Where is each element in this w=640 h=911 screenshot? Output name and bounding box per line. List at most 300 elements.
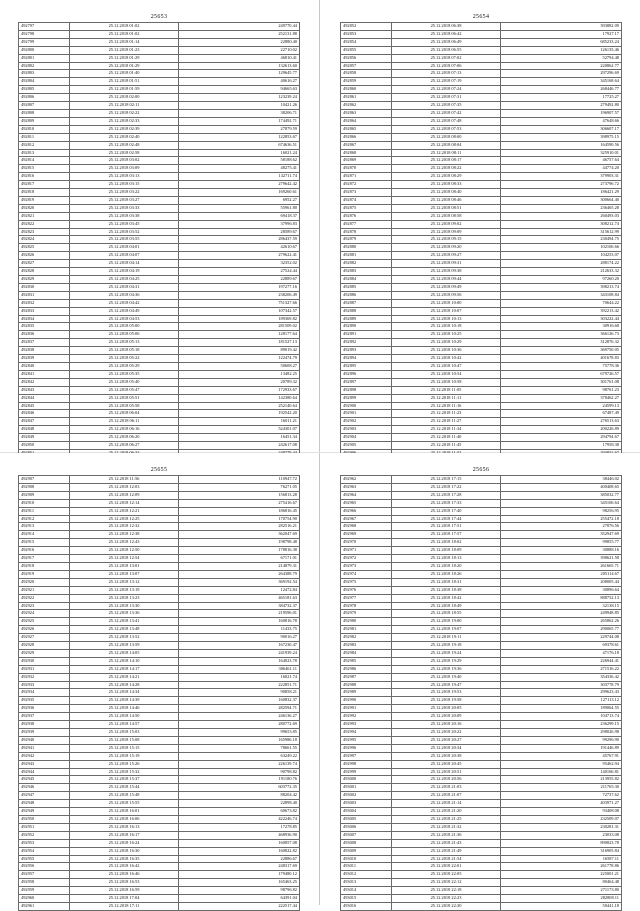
table-row bbox=[19, 125, 300, 133]
record-id-cell: 492925 bbox=[19, 618, 70, 626]
timestamp-cell: 25.12.2018 05:47 bbox=[70, 386, 179, 394]
table-row bbox=[341, 402, 622, 410]
table-row bbox=[19, 410, 300, 418]
table-row bbox=[341, 331, 622, 339]
table-row bbox=[341, 476, 622, 484]
timestamp-cell: 25.12.2018 13:07 bbox=[70, 570, 179, 578]
amount-cell: 271516.22 bbox=[501, 665, 622, 673]
amount-cell: 286437.59 bbox=[179, 236, 300, 244]
record-id-cell: 492978 bbox=[341, 602, 392, 610]
record-id-cell: 492810 bbox=[19, 125, 70, 133]
table-row bbox=[341, 426, 622, 434]
timestamp-cell: 25.12.2018 14:46 bbox=[70, 705, 179, 713]
record-id-cell: 492892 bbox=[341, 339, 392, 347]
table-row bbox=[341, 442, 622, 450]
record-id-cell: 492908 bbox=[19, 483, 70, 491]
timestamp-cell: 25.12.2018 21:49 bbox=[392, 847, 501, 855]
table-row bbox=[19, 315, 300, 323]
timestamp-cell: 25.12.2018 15:03 bbox=[70, 729, 179, 737]
record-id-cell: 492922 bbox=[19, 594, 70, 602]
record-id-cell: 492881 bbox=[341, 252, 392, 260]
record-id-cell: 492973 bbox=[341, 562, 392, 570]
table-row bbox=[341, 839, 622, 847]
amount-cell: 249948.85 bbox=[501, 610, 622, 618]
record-id-cell: 492830 bbox=[19, 283, 70, 291]
timestamp-cell: 25.12.2018 11:05 bbox=[392, 386, 501, 394]
amount-cell: 392213.42 bbox=[501, 307, 622, 315]
amount-cell: 27879.59 bbox=[179, 125, 300, 133]
timestamp-cell: 25.12.2018 03:27 bbox=[70, 196, 179, 204]
amount-cell: 264388.79 bbox=[179, 570, 300, 578]
table-row bbox=[341, 196, 622, 204]
amount-cell: 98796.82 bbox=[179, 887, 300, 895]
amount-cell: 50441.18 bbox=[501, 902, 622, 910]
record-id-cell: 492808 bbox=[19, 109, 70, 117]
timestamp-cell: 25.12.2018 19:29 bbox=[392, 657, 501, 665]
record-id-cell: 492994 bbox=[341, 729, 392, 737]
record-id-cell: 492989 bbox=[341, 689, 392, 697]
timestamp-cell: 25.12.2018 12:32 bbox=[70, 523, 179, 531]
table-row bbox=[341, 362, 622, 370]
table-row bbox=[19, 483, 300, 491]
table-row bbox=[19, 586, 300, 594]
timestamp-cell: 25.12.2018 12:21 bbox=[70, 507, 179, 515]
amount-cell: 279492.80 bbox=[501, 102, 622, 110]
table-row bbox=[19, 895, 300, 903]
timestamp-cell: 25.12.2018 22:23 bbox=[392, 895, 501, 903]
record-id-cell: 492964 bbox=[341, 491, 392, 499]
timestamp-cell: 25.12.2018 18:49 bbox=[392, 602, 501, 610]
timestamp-cell: 25.12.2018 22:01 bbox=[392, 863, 501, 871]
table-row bbox=[19, 618, 300, 626]
table-row bbox=[19, 38, 300, 46]
record-id-cell: 492986 bbox=[341, 665, 392, 673]
record-id-cell: 492883 bbox=[341, 268, 392, 276]
amount-cell: 46810.41 bbox=[179, 54, 300, 62]
amount-cell: 30888.16 bbox=[501, 547, 622, 555]
record-id-cell: 492935 bbox=[19, 697, 70, 705]
table-row bbox=[341, 681, 622, 689]
amount-cell: 316905.84 bbox=[501, 847, 622, 855]
table-row bbox=[19, 634, 300, 642]
timestamp-cell: 25.12.2018 02:40 bbox=[70, 133, 179, 141]
amount-cell: 165986.18 bbox=[179, 736, 300, 744]
timestamp-cell: 25.12.2018 11:27 bbox=[392, 418, 501, 426]
record-id-cell: 492832 bbox=[19, 299, 70, 307]
table-row bbox=[341, 394, 622, 402]
table-row bbox=[19, 157, 300, 165]
record-id-cell: 492917 bbox=[19, 555, 70, 563]
amount-cell: 172933.67 bbox=[179, 386, 300, 394]
amount-cell: 178816.38 bbox=[179, 547, 300, 555]
table-row bbox=[341, 86, 622, 94]
record-id-cell: 492969 bbox=[341, 531, 392, 539]
table-row bbox=[341, 252, 622, 260]
table-row bbox=[341, 268, 622, 276]
timestamp-cell: 25.12.2018 04:14 bbox=[70, 260, 179, 268]
amount-cell: 17725.27 bbox=[501, 94, 622, 102]
amount-cell: 90016.27 bbox=[179, 634, 300, 642]
table-row bbox=[341, 38, 622, 46]
amount-cell: 401678.83 bbox=[501, 355, 622, 363]
amount-cell: 226944.41 bbox=[501, 657, 622, 665]
amount-cell: 104253.07 bbox=[501, 252, 622, 260]
table-row bbox=[19, 378, 300, 386]
timestamp-cell: 25.12.2018 03:22 bbox=[70, 189, 179, 197]
record-id-cell: 492860 bbox=[341, 86, 392, 94]
amount-cell: 222851.71 bbox=[179, 681, 300, 689]
amount-cell: 273796.72 bbox=[501, 181, 622, 189]
record-id-cell: 492861 bbox=[341, 94, 392, 102]
table-row bbox=[341, 823, 622, 831]
table-row bbox=[341, 863, 622, 871]
record-id-cell: 492921 bbox=[19, 586, 70, 594]
amount-cell: 78661.55 bbox=[179, 744, 300, 752]
table-row bbox=[19, 871, 300, 879]
record-id-cell: 492800 bbox=[19, 46, 70, 54]
timestamp-cell: 25.12.2018 16:06 bbox=[70, 815, 179, 823]
table-row bbox=[19, 86, 300, 94]
amount-cell: 345168.64 bbox=[501, 78, 622, 86]
timestamp-cell: 25.12.2018 14:17 bbox=[70, 665, 179, 673]
timestamp-cell: 25.12.2018 17:33 bbox=[392, 499, 501, 507]
amount-cell: 129645.77 bbox=[179, 70, 300, 78]
record-id-cell: 493009 bbox=[341, 847, 392, 855]
record-id-cell: 492838 bbox=[19, 347, 70, 355]
amount-cell: 181527.13 bbox=[179, 339, 300, 347]
record-id-cell: 492858 bbox=[341, 70, 392, 78]
amount-cell: 16021.74 bbox=[179, 673, 300, 681]
table-row bbox=[341, 30, 622, 38]
amount-cell: 198798.48 bbox=[179, 539, 300, 547]
amount-cell: 369750.05 bbox=[501, 347, 622, 355]
table-row bbox=[341, 721, 622, 729]
table-row bbox=[19, 523, 300, 531]
table-row bbox=[19, 578, 300, 586]
timestamp-cell: 25.12.2018 08:22 bbox=[392, 165, 501, 173]
table-row bbox=[341, 665, 622, 673]
amount-cell: 241939.24 bbox=[179, 649, 300, 657]
record-id-cell: 492932 bbox=[19, 673, 70, 681]
timestamp-cell: 25.12.2018 21:54 bbox=[392, 855, 501, 863]
timestamp-cell: 25.12.2018 16:35 bbox=[70, 855, 179, 863]
amount-cell: 208005.44 bbox=[501, 578, 622, 586]
record-id-cell: 492896 bbox=[341, 370, 392, 378]
timestamp-cell: 25.12.2018 20:45 bbox=[392, 760, 501, 768]
timestamp-cell: 25.12.2018 12:14 bbox=[70, 499, 179, 507]
table-row bbox=[19, 46, 300, 54]
timestamp-cell: 25.12.2018 19:07 bbox=[392, 626, 501, 634]
timestamp-cell: 25.12.2018 04:36 bbox=[70, 291, 179, 299]
record-id-cell: 492875 bbox=[341, 204, 392, 212]
record-id-cell: 492919 bbox=[19, 570, 70, 578]
table-row bbox=[19, 823, 300, 831]
table-row bbox=[19, 657, 300, 665]
record-id-cell: 492955 bbox=[19, 855, 70, 863]
record-id-cell: 492985 bbox=[341, 657, 392, 665]
record-id-cell: 492900 bbox=[341, 402, 392, 410]
amount-cell: 160832.37 bbox=[179, 697, 300, 705]
record-id-cell: 492822 bbox=[19, 220, 70, 228]
timestamp-cell: 25.12.2018 08:58 bbox=[392, 212, 501, 220]
amount-cell: 30896.64 bbox=[501, 586, 622, 594]
timestamp-cell: 25.12.2018 08:11 bbox=[392, 149, 501, 157]
record-id-cell: 492797 bbox=[19, 23, 70, 31]
table-row bbox=[341, 792, 622, 800]
table-row bbox=[19, 649, 300, 657]
record-id-cell: 492948 bbox=[19, 800, 70, 808]
record-id-cell: 492872 bbox=[341, 181, 392, 189]
record-id-cell: 492929 bbox=[19, 649, 70, 657]
table-row bbox=[341, 133, 622, 141]
table-row bbox=[19, 792, 300, 800]
table-row bbox=[341, 697, 622, 705]
amount-cell: 312876.32 bbox=[501, 339, 622, 347]
amount-cell: 88204.42 bbox=[179, 792, 300, 800]
timestamp-cell: 25.12.2018 14:57 bbox=[70, 721, 179, 729]
table-row bbox=[19, 109, 300, 117]
table-row bbox=[341, 307, 622, 315]
record-id-cell: 492947 bbox=[19, 792, 70, 800]
amount-cell: 123239.24 bbox=[179, 94, 300, 102]
amount-cell: 30916.68 bbox=[501, 323, 622, 331]
amount-cell: 46757.64 bbox=[501, 157, 622, 165]
table-row bbox=[19, 283, 300, 291]
table-row bbox=[19, 133, 300, 141]
timestamp-cell: 25.12.2018 20:22 bbox=[392, 729, 501, 737]
timestamp-cell: 25.12.2018 18:31 bbox=[392, 578, 501, 586]
amount-cell: 95462.94 bbox=[501, 760, 622, 768]
table-row bbox=[19, 204, 300, 212]
timestamp-cell: 25.12.2018 16:59 bbox=[70, 887, 179, 895]
amount-cell: 603772.35 bbox=[179, 784, 300, 792]
table-row bbox=[19, 626, 300, 634]
amount-cell: 98761.23 bbox=[501, 386, 622, 394]
amount-cell: 40616.27 bbox=[179, 78, 300, 86]
table-row bbox=[19, 681, 300, 689]
timestamp-cell: 25.12.2018 08:51 bbox=[392, 204, 501, 212]
record-id-cell: 492831 bbox=[19, 291, 70, 299]
amount-cell: 44774.20 bbox=[501, 165, 622, 173]
record-id-cell: 492995 bbox=[341, 736, 392, 744]
amount-cell: 213955.82 bbox=[501, 776, 622, 784]
timestamp-cell: 25.12.2018 20:27 bbox=[392, 736, 501, 744]
table-row bbox=[341, 315, 622, 323]
amount-cell: 16011.21 bbox=[179, 418, 300, 426]
table-row bbox=[19, 54, 300, 62]
amount-cell: 325910.01 bbox=[501, 149, 622, 157]
timestamp-cell: 25.12.2018 09:44 bbox=[392, 276, 501, 284]
record-id-cell: 492933 bbox=[19, 681, 70, 689]
timestamp-cell: 25.12.2018 17:28 bbox=[392, 491, 501, 499]
timestamp-cell: 25.12.2018 06:16 bbox=[70, 426, 179, 434]
amount-cell: 261778.86 bbox=[501, 863, 622, 871]
record-id-cell: 492873 bbox=[341, 189, 392, 197]
record-id-cell: 492956 bbox=[19, 863, 70, 871]
amount-cell: 11433.75 bbox=[179, 626, 300, 634]
timestamp-cell: 25.12.2018 15:26 bbox=[70, 760, 179, 768]
table-row bbox=[341, 594, 622, 602]
table-row bbox=[341, 244, 622, 252]
timestamp-cell: 25.12.2018 02:58 bbox=[70, 149, 179, 157]
record-id-cell: 492823 bbox=[19, 228, 70, 236]
record-id-cell: 492924 bbox=[19, 610, 70, 618]
table-row bbox=[341, 855, 622, 863]
record-id-cell: 492874 bbox=[341, 196, 392, 204]
record-id-cell: 492920 bbox=[19, 578, 70, 586]
table-row bbox=[341, 102, 622, 110]
record-id-cell: 492926 bbox=[19, 626, 70, 634]
record-id-cell: 492879 bbox=[341, 236, 392, 244]
record-id-cell: 492965 bbox=[341, 499, 392, 507]
amount-cell: 126135.46 bbox=[501, 46, 622, 54]
timestamp-cell: 25.12.2018 13:52 bbox=[70, 634, 179, 642]
timestamp-cell: 25.12.2018 11:11 bbox=[392, 394, 501, 402]
timestamp-cell: 25.12.2018 07:35 bbox=[392, 102, 501, 110]
amount-cell: 378462.27 bbox=[501, 394, 622, 402]
record-id-cell: 492863 bbox=[341, 109, 392, 117]
record-id-cell: 492819 bbox=[19, 196, 70, 204]
timestamp-cell: 25.12.2018 06:49 bbox=[392, 38, 501, 46]
record-id-cell: 492957 bbox=[19, 871, 70, 879]
timestamp-cell: 25.12.2018 02:00 bbox=[70, 94, 179, 102]
table-row bbox=[341, 23, 622, 31]
amount-cell: 362047.69 bbox=[179, 531, 300, 539]
table-row bbox=[19, 689, 300, 697]
amount-cell: 400408.65 bbox=[501, 483, 622, 491]
timestamp-cell: 25.12.2018 05:40 bbox=[70, 378, 179, 386]
timestamp-cell: 25.12.2018 03:38 bbox=[70, 212, 179, 220]
timestamp-cell: 25.12.2018 03:02 bbox=[70, 157, 179, 165]
amount-cell: 393882.09 bbox=[501, 23, 622, 31]
table-row bbox=[19, 228, 300, 236]
table-row bbox=[19, 499, 300, 507]
document-page-2 bbox=[322, 0, 640, 452]
timestamp-cell: 25.12.2018 04:31 bbox=[70, 283, 179, 291]
amount-cell: 403971.27 bbox=[501, 800, 622, 808]
amount-cell: 306461.11 bbox=[179, 665, 300, 673]
record-id-cell: 492821 bbox=[19, 212, 70, 220]
amount-cell: 306607.17 bbox=[501, 125, 622, 133]
table-row bbox=[19, 165, 300, 173]
document-page-1 bbox=[0, 0, 318, 452]
amount-cell: 197277.16 bbox=[179, 283, 300, 291]
table-row bbox=[341, 618, 622, 626]
table-row bbox=[19, 355, 300, 363]
amount-cell: 22898.40 bbox=[179, 800, 300, 808]
amount-cell: 167230.47 bbox=[179, 642, 300, 650]
table-row bbox=[19, 752, 300, 760]
timestamp-cell: 25.12.2018 01:51 bbox=[70, 78, 179, 86]
table-row bbox=[19, 370, 300, 378]
timestamp-cell: 25.12.2018 17:57 bbox=[392, 531, 501, 539]
timestamp-cell: 25.12.2018 04:25 bbox=[70, 276, 179, 284]
table-row bbox=[19, 855, 300, 863]
timestamp-cell: 25.12.2018 21:36 bbox=[392, 831, 501, 839]
timestamp-cell: 25.12.2018 13:01 bbox=[70, 562, 179, 570]
timestamp-cell: 25.12.2018 09:02 bbox=[392, 220, 501, 228]
table-row bbox=[341, 642, 622, 650]
record-id-cell: 493016 bbox=[341, 902, 392, 910]
timestamp-cell: 25.12.2018 21:32 bbox=[392, 823, 501, 831]
table-row bbox=[19, 426, 300, 434]
timestamp-cell: 25.12.2018 10:13 bbox=[392, 315, 501, 323]
table-row bbox=[341, 260, 622, 268]
timestamp-cell: 25.12.2018 15:37 bbox=[70, 776, 179, 784]
timestamp-cell: 25.12.2018 03:55 bbox=[70, 236, 179, 244]
record-id-cell: 492936 bbox=[19, 705, 70, 713]
timestamp-cell: 25.12.2018 11:23 bbox=[392, 410, 501, 418]
table-row bbox=[341, 539, 622, 547]
page-title: 25653 bbox=[150, 14, 168, 20]
amount-cell: 422246.74 bbox=[179, 815, 300, 823]
record-id-cell: 492850 bbox=[19, 442, 70, 450]
amount-cell: 192542.20 bbox=[179, 410, 300, 418]
record-id-cell: 492907 bbox=[19, 476, 70, 484]
timestamp-cell: 25.12.2018 02:22 bbox=[70, 109, 179, 117]
record-id-cell: 492923 bbox=[19, 602, 70, 610]
amount-cell: 225001.21 bbox=[501, 871, 622, 879]
table-row bbox=[341, 117, 622, 125]
data-table bbox=[340, 22, 622, 458]
table-row bbox=[19, 196, 300, 204]
table-row bbox=[341, 784, 622, 792]
timestamp-cell: 25.12.2018 11:40 bbox=[392, 434, 501, 442]
timestamp-cell: 25.12.2018 15:55 bbox=[70, 800, 179, 808]
table-row bbox=[341, 149, 622, 157]
timestamp-cell: 25.12.2018 07:48 bbox=[392, 117, 501, 125]
timestamp-cell: 25.12.2018 10:00 bbox=[392, 299, 501, 307]
amount-cell: 212633.32 bbox=[501, 268, 622, 276]
amount-cell: 214879.31 bbox=[179, 562, 300, 570]
table-row bbox=[19, 721, 300, 729]
table-row bbox=[19, 402, 300, 410]
timestamp-cell: 25.12.2018 15:19 bbox=[70, 752, 179, 760]
record-id-cell: 492894 bbox=[341, 355, 392, 363]
table-row bbox=[19, 776, 300, 784]
amount-cell: 345106.64 bbox=[501, 499, 622, 507]
data-table bbox=[18, 22, 300, 458]
table-row bbox=[19, 220, 300, 228]
amount-cell: 102106.66 bbox=[501, 244, 622, 252]
amount-cell: 160857.08 bbox=[179, 839, 300, 847]
table-row bbox=[19, 570, 300, 578]
record-id-cell: 493001 bbox=[341, 784, 392, 792]
table-row bbox=[19, 260, 300, 268]
timestamp-cell: 25.12.2018 18:02 bbox=[392, 539, 501, 547]
record-id-cell: 493000 bbox=[341, 776, 392, 784]
record-id-cell: 492992 bbox=[341, 713, 392, 721]
amount-cell: 67487.49 bbox=[501, 410, 622, 418]
record-id-cell: 492949 bbox=[19, 808, 70, 816]
timestamp-cell: 25.12.2018 03:15 bbox=[70, 181, 179, 189]
document-page-4 bbox=[322, 453, 640, 908]
record-id-cell: 492864 bbox=[341, 117, 392, 125]
timestamp-cell: 25.12.2018 22:30 bbox=[392, 902, 501, 910]
record-id-cell: 492801 bbox=[19, 54, 70, 62]
amount-cell: 890823.78 bbox=[501, 839, 622, 847]
record-id-cell: 492970 bbox=[341, 539, 392, 547]
table-row bbox=[19, 181, 300, 189]
table-row bbox=[19, 784, 300, 792]
amount-cell: 47648.66 bbox=[501, 117, 622, 125]
table-row bbox=[341, 212, 622, 220]
amount-cell: 352947.69 bbox=[501, 531, 622, 539]
timestamp-cell: 25.12.2018 14:10 bbox=[70, 657, 179, 665]
amount-cell: 315612.99 bbox=[501, 228, 622, 236]
timestamp-cell: 25.12.2018 17:40 bbox=[392, 507, 501, 515]
table-row bbox=[19, 299, 300, 307]
